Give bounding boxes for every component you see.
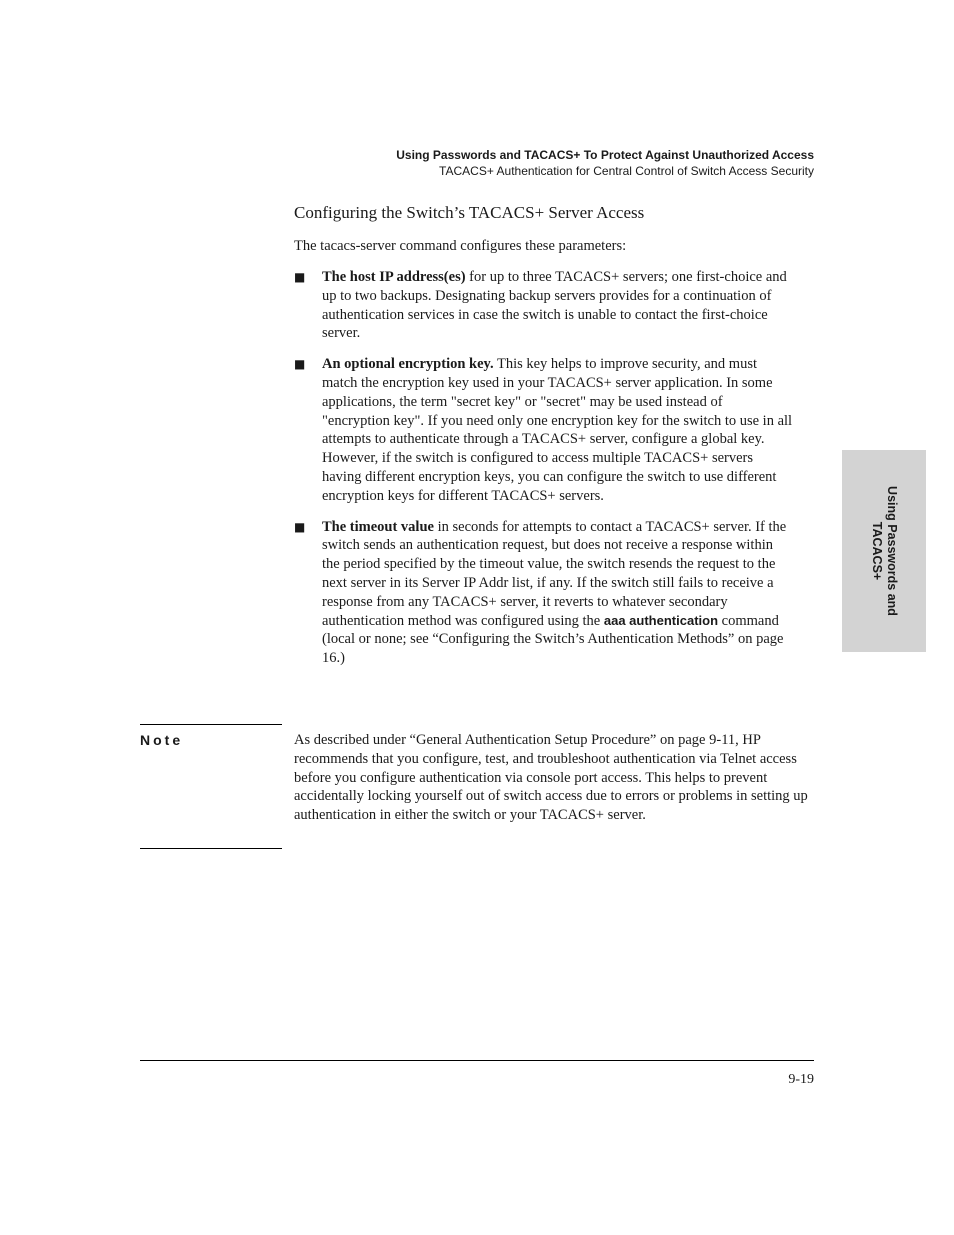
note-text: As described under “General Authentication Setup Procedure” on page 9-11, HP recommends that you configure, test, and troubleshoot authentication via Telnet access before you configure authentication via console port access. This helps to prevent accidentally locking yourself out of switch access due to errors or problems in setting up authentication in either the switch or your TACACS+ server.: [294, 732, 808, 824]
page-number: 9-19: [788, 1072, 814, 1087]
square-bullet-icon: ■: [294, 357, 306, 372]
running-head: [396, 147, 814, 179]
section-title: Configuring the Switch’s TACACS+ Server Access: [294, 203, 645, 222]
side-tab-label: Using Passwords and TACACS+: [870, 486, 899, 616]
bullet-text: in seconds for attempts to contact a TACACS+ server. If the switch sends an authentication request, but does not receive a response within the period specified by the timeout value, the switch resends the request to the next server in its Server IP Addr list, if any. If the switch still fails to receive a response from any TACACS+ server, it reverts to whatever secondary authentication method was configured using the: [322, 518, 787, 629]
note-bottom-rule: [140, 848, 282, 849]
list-item: [294, 268, 794, 343]
chapter-side-tab: [842, 450, 926, 652]
intro-paragraph: The tacacs-server command configures these parameters:: [294, 238, 627, 254]
square-bullet-icon: ■: [294, 270, 306, 284]
command-name: aaa authentication: [603, 612, 719, 628]
bullet-term: The host IP address(es): [322, 269, 466, 285]
list-item: [294, 518, 794, 668]
parameter-list: [294, 268, 794, 680]
list-item: [294, 355, 794, 505]
bullet-text: for up to three TACACS+ servers; one first-choice and up to two backups. Designating backup servers provides for a continuation of authentication services in case the switch is unable to contact the first-choice server.: [322, 269, 787, 342]
bullet-text: This key helps to improve security, and must match the encryption key used in your TACACS+ server application. In some applications, the term "secret key" or "secret" may be used instead of "encryption key". If you need only one encryption key for the switch to use in all attempts to authenticate through a TACACS+ server, configure a global key. However, if the switch is configured to access multiple TACACS+ servers having different encryption keys, you can configure the switch to use different encryption keys for different TACACS+ servers.: [322, 356, 793, 504]
bullet-text: command (local or none; see “Configuring the Switch’s Authentication Methods” on page 16.): [322, 612, 784, 667]
square-bullet-icon: ■: [294, 519, 306, 534]
running-head-section: TACACS+ Authentication for Central Control of Switch Access Security: [439, 164, 814, 178]
note-label: Note: [140, 732, 184, 748]
running-head-chapter: Using Passwords and TACACS+ To Protect Against Unauthorized Access: [396, 148, 814, 162]
bullet-term: An optional encryption key.: [322, 356, 494, 373]
note-top-rule: [140, 724, 282, 725]
footer-rule: [140, 1060, 814, 1061]
bullet-term: The timeout value: [322, 518, 434, 535]
